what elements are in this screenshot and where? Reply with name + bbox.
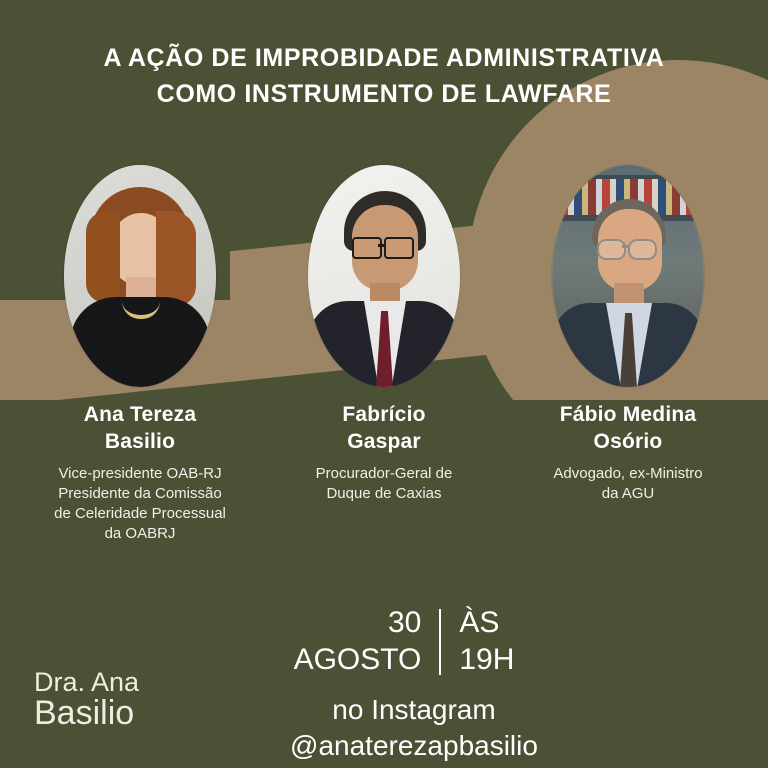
portrait-glasses-bridge-shape — [622, 245, 629, 248]
speaker-name — [342, 401, 425, 456]
title-line-1: A AÇÃO DE IMPROBIDADE ADMINISTRATIVA — [103, 44, 665, 72]
speaker-card — [273, 165, 495, 504]
brand-signature — [34, 668, 139, 732]
brand-line-2: Basilio — [34, 694, 135, 733]
speaker-role-line-2: da AGU — [601, 484, 655, 502]
speaker-role-line-3: de Celeridade Processual — [54, 505, 226, 523]
event-hour: 19H — [459, 642, 515, 676]
speaker-name-line-1: Fábio Medina — [559, 403, 697, 426]
speaker-role-line-1: Procurador-Geral de — [315, 464, 453, 482]
event-datetime-inner — [294, 605, 515, 678]
speaker-role-line-2: Duque de Caxias — [326, 484, 442, 502]
event-at-label: ÀS — [459, 606, 500, 639]
portrait-glasses-bridge-shape — [378, 244, 386, 247]
portrait-glasses-left-shape — [352, 237, 382, 259]
speaker-name — [84, 401, 197, 456]
speaker-card — [29, 165, 251, 545]
speaker-role-line-2: Presidente da Comissão — [58, 484, 222, 502]
poster-title — [0, 40, 768, 113]
speaker-role — [553, 464, 702, 505]
brand-line-1: Dra. Ana — [34, 667, 140, 697]
event-month: AGOSTO — [293, 642, 422, 676]
event-time — [459, 605, 514, 678]
portrait-hair-right-shape — [156, 211, 196, 307]
speaker-portrait-photo — [64, 165, 216, 387]
portrait-glasses-right-shape — [384, 237, 414, 259]
speaker-name-line-2: Basilio — [104, 430, 176, 454]
portrait-glasses-right-shape — [628, 239, 657, 260]
speaker-name — [560, 401, 697, 456]
speaker-portrait-photo — [308, 165, 460, 387]
portrait-glasses-left-shape — [597, 239, 626, 260]
event-day: 30 — [388, 606, 422, 639]
vertical-divider — [439, 609, 441, 675]
title-line-2: COMO INSTRUMENTO DE LAWFARE — [156, 80, 612, 109]
speaker-portrait-photo — [552, 165, 704, 387]
speaker-name-line-1: Fabrício — [342, 403, 426, 426]
speaker-role — [316, 464, 453, 505]
speaker-role — [54, 464, 226, 545]
speaker-card — [517, 165, 739, 504]
speaker-name-line-1: Ana Tereza — [83, 403, 197, 426]
speaker-role-line-1: Advogado, ex-Ministro — [553, 464, 703, 482]
portrait-hair-left-shape — [86, 211, 120, 303]
speakers-row — [0, 165, 768, 545]
speaker-name-line-2: Osório — [593, 430, 663, 454]
speaker-role-line-1: Vice-presidente OAB-RJ — [58, 464, 222, 482]
speaker-name-line-2: Gaspar — [347, 430, 421, 454]
platform-label: no Instagram — [332, 694, 496, 725]
instagram-handle: @anaterezapbasilio — [290, 730, 538, 762]
speaker-role-line-4: da OABRJ — [104, 525, 176, 543]
event-date — [294, 605, 422, 678]
